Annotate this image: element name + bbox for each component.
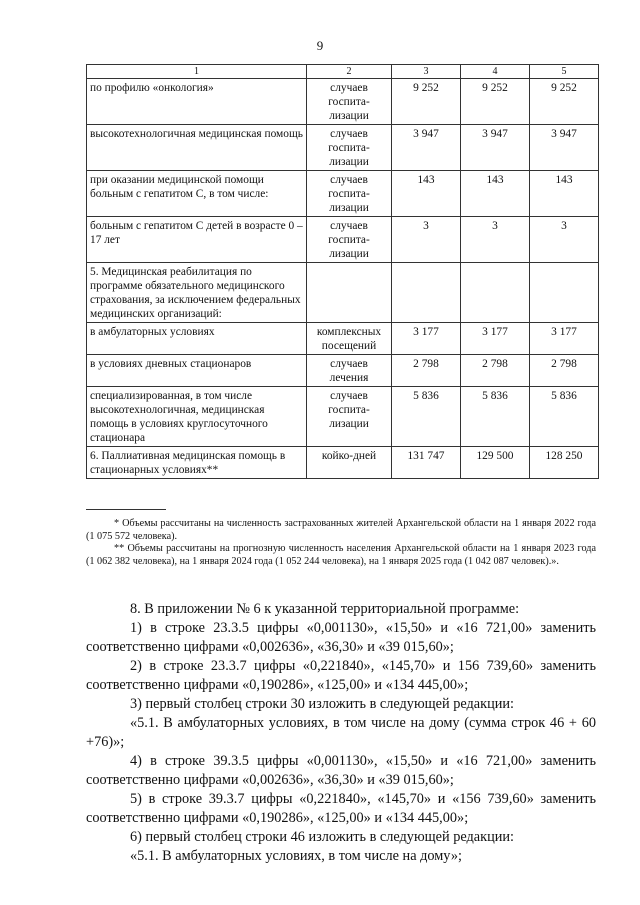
table-row [87, 447, 599, 479]
value-cell: 5 836 [461, 387, 530, 447]
value-cell: 5 836 [530, 387, 599, 447]
row-label: высокотехнологичная медицинская помощь [87, 125, 307, 171]
page-number: 9 [316, 38, 324, 53]
table-row [87, 125, 599, 171]
header-cell: 4 [461, 65, 530, 79]
table-row [87, 323, 599, 355]
table-row [87, 171, 599, 217]
value-cell: 3 947 [392, 125, 461, 171]
value-cell: 129 500 [461, 447, 530, 479]
header-cell: 3 [392, 65, 461, 79]
table-header-row [87, 65, 599, 79]
value-cell: 128 250 [530, 447, 599, 479]
value-cell: 3 177 [461, 323, 530, 355]
table-row [87, 355, 599, 387]
unit-cell: случаев госпита-лизации [307, 171, 392, 217]
footnote: ** Объемы рассчитаны на прогнозную численность населения Архангельской области на 1 января 2023 года (1 062 382 человека), на 1 января 2024 года (1 052 244 человека), на 1 января 2025 года (1 042 087 человек).». [86, 543, 596, 567]
value-cell: 3 [461, 217, 530, 263]
body-text [86, 600, 596, 866]
unit-cell: случаев госпита-лизации [307, 79, 392, 125]
footnote-separator [86, 509, 166, 510]
value-cell: 3 [392, 217, 461, 263]
row-label: в условиях дневных стационаров [87, 355, 307, 387]
row-label: 5. Медицинская реабилитация по программе обязательного медицинского страхования, за исключением федеральных медицинских организаций: [87, 263, 307, 323]
header-cell: 5 [530, 65, 599, 79]
paragraph: 5) в строке 39.3.7 цифры «0,221840», «145,70» и «156 739,60» заменить соответственно цифрами «0,190286», «125,00» и «134 445,00»; [86, 791, 596, 826]
paragraph: 2) в строке 23.3.7 цифры «0,221840», «145,70» и 156 739,60» заменить соответственно цифрами «0,190286», «125,00» и «134 445,00»; [86, 658, 596, 693]
row-label: 6. Паллиативная медицинская помощь в стационарных условиях** [87, 447, 307, 479]
value-cell: 131 747 [392, 447, 461, 479]
value-cell: 3 947 [530, 125, 599, 171]
value-cell: 9 252 [530, 79, 599, 125]
paragraph: 4) в строке 39.3.5 цифры «0,001130», «15,50» и «16 721,00» заменить соответственно цифрами «0,002636», «36,30» и «39 015,60»; [86, 753, 596, 788]
volumes-table [86, 64, 599, 479]
value-cell: 9 252 [392, 79, 461, 125]
row-label: специализированная, в том числе высокотехнологичная, медицинская помощь в условиях круглосуточного стационара [87, 387, 307, 447]
row-label: при оказании медицинской помощи больным с гепатитом С, в том числе: [87, 171, 307, 217]
row-label: по профилю «онкология» [87, 79, 307, 125]
paragraph: 1) в строке 23.3.5 цифры «0,001130», «15,50» и «16 721,00» заменить соответственно цифрами «0,002636», «36,30» и «39 015,60»; [86, 620, 596, 655]
table-row [87, 263, 599, 323]
paragraph: 3) первый столбец строки 30 изложить в следующей редакции: [130, 696, 515, 712]
unit-cell: случаев лечения [307, 355, 392, 387]
table-row [87, 217, 599, 263]
unit-cell: случаев госпита-лизации [307, 387, 392, 447]
value-cell: 143 [461, 171, 530, 217]
table-row [87, 387, 599, 447]
footnote: * Объемы рассчитаны на численность застрахованных жителей Архангельской области на 1 января 2022 года (1 075 572 человека). [86, 518, 596, 542]
paragraph: «5.1. В амбулаторных условиях, в том числе на дому»; [130, 848, 462, 864]
value-cell: 2 798 [530, 355, 599, 387]
row-label: больным с гепатитом С детей в возрасте 0 – 17 лет [87, 217, 307, 263]
value-cell: 3 177 [392, 323, 461, 355]
value-cell: 2 798 [461, 355, 530, 387]
value-cell: 3 [530, 217, 599, 263]
value-cell: 9 252 [461, 79, 530, 125]
unit-cell: комплексных посещений [307, 323, 392, 355]
unit-cell: случаев госпита-лизации [307, 217, 392, 263]
paragraph: «5.1. В амбулаторных условиях, в том числе на дому (сумма строк 46 + 60 +76)»; [86, 715, 596, 750]
value-cell: 3 177 [530, 323, 599, 355]
paragraph: 6) первый столбец строки 46 изложить в следующей редакции: [130, 829, 515, 845]
row-label: в амбулаторных условиях [87, 323, 307, 355]
header-cell: 2 [307, 65, 392, 79]
unit-cell [307, 263, 392, 323]
unit-cell: случаев госпита-лизации [307, 125, 392, 171]
paragraph: 8. В приложении № 6 к указанной территориальной программе: [130, 601, 520, 617]
table-row [87, 79, 599, 125]
value-cell: 143 [392, 171, 461, 217]
value-cell: 2 798 [392, 355, 461, 387]
value-cell: 143 [530, 171, 599, 217]
header-cell: 1 [87, 65, 307, 79]
value-cell: 5 836 [392, 387, 461, 447]
value-cell [530, 263, 599, 323]
unit-cell: койко-дней [307, 447, 392, 479]
value-cell: 3 947 [461, 125, 530, 171]
footnotes [86, 518, 596, 568]
value-cell [461, 263, 530, 323]
value-cell [392, 263, 461, 323]
